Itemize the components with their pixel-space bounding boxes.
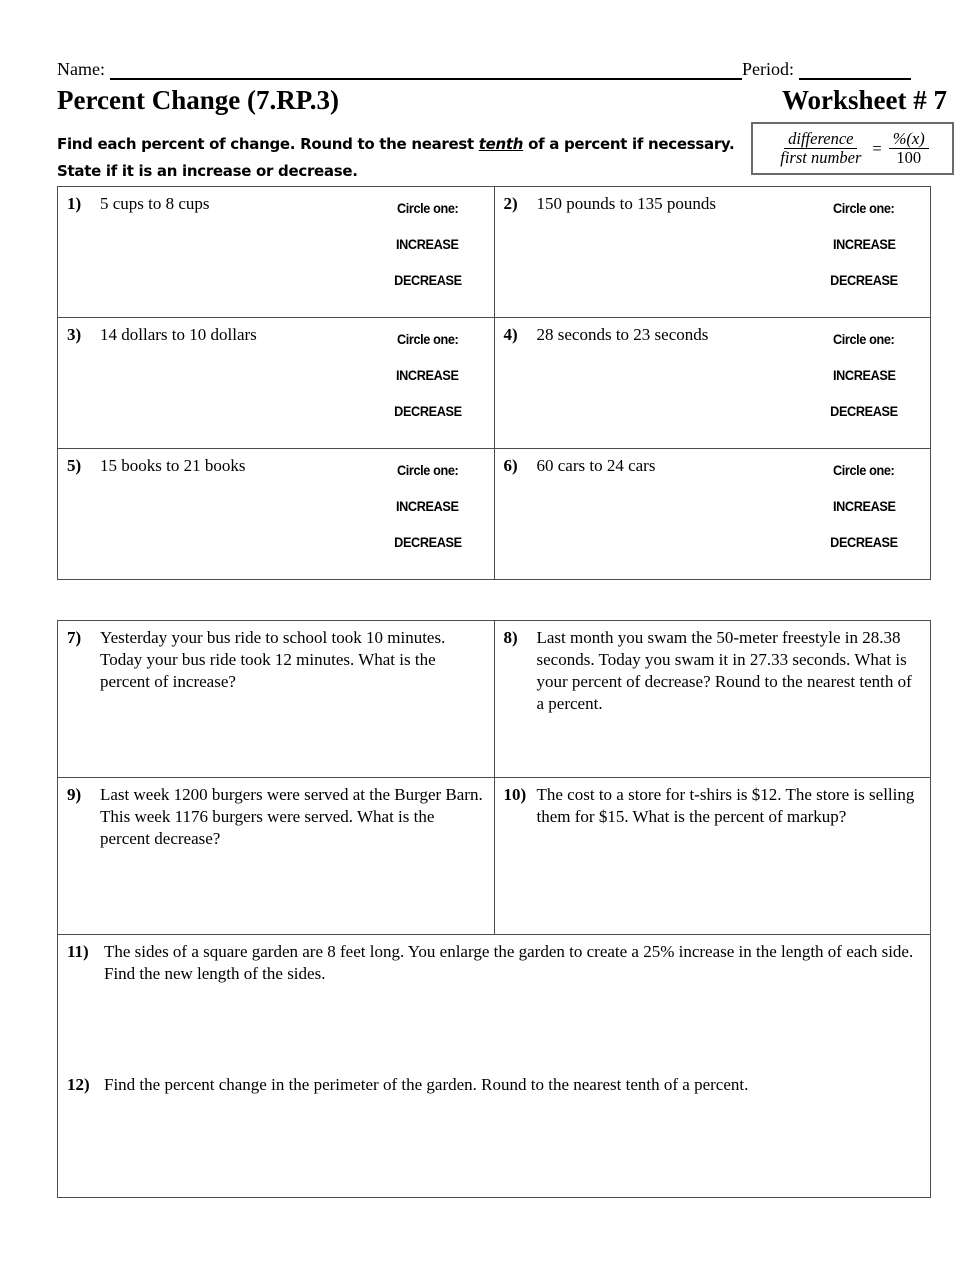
problem-number: 10) (503, 785, 527, 804)
problem-number: 8) (503, 628, 518, 647)
name-blank-line[interactable] (110, 58, 742, 80)
formula-numerator: difference (784, 130, 857, 149)
circle-one-label: Circle one: (396, 201, 459, 216)
instructions-line2: State if it is an increase or decrease. (57, 162, 358, 180)
problem-text: 5 cups to 8 cups (100, 194, 210, 213)
decrease-option[interactable]: DECREASE (830, 273, 898, 288)
decrease-option[interactable]: DECREASE (393, 273, 462, 288)
problem-cell-11-12 (58, 935, 931, 1198)
period-label: Period: (742, 59, 794, 79)
formula-right-denominator: 100 (896, 148, 922, 167)
equals-sign: = (872, 138, 882, 158)
problem-cell-5 (58, 449, 495, 580)
increase-option[interactable]: INCREASE (396, 368, 459, 383)
circle-one-block (828, 201, 900, 288)
problem-text: 15 books to 21 books (100, 456, 246, 475)
problem-cell-10 (494, 778, 931, 935)
problem-cell-1 (58, 187, 495, 318)
formula-right-numerator: %(x) (889, 130, 929, 149)
problem-number: 3) (67, 325, 82, 344)
circle-one-label: Circle one: (833, 332, 895, 347)
problem-text: Yesterday your bus ride to school took 10 minutes. Today your bus ride took 12 minutes. What is the percent of increase? (100, 628, 446, 691)
problem-text: The cost to a store for t-shirs is $12. The store is selling them for $15. What is the percent of markup? (536, 785, 915, 826)
circle-one-block (828, 332, 900, 419)
problem-text: 14 dollars to 10 dollars (100, 325, 257, 344)
problem-cell-3 (58, 318, 495, 449)
problem-text: Last week 1200 burgers were served at the Burger Barn. This week 1176 burgers were served. What is the percent decrease? (100, 785, 483, 848)
problem-text: 150 pounds to 135 pounds (536, 194, 716, 213)
decrease-option[interactable]: DECREASE (830, 535, 898, 550)
word-problems-table (57, 620, 931, 1198)
increase-option[interactable]: INCREASE (396, 499, 459, 514)
formula-denominator: first number (780, 148, 862, 167)
problem-text: Last month you swam the 50-meter freestyle in 28.38 seconds. Today you swam it in 27.33 seconds. What is your percent of decrease? Round to the nearest tenth of a percent. (536, 628, 912, 713)
period-blank-line[interactable] (799, 58, 911, 80)
problem-number: 6) (503, 456, 518, 475)
problem-text: 28 seconds to 23 seconds (536, 325, 709, 344)
problem-cell-7 (58, 621, 495, 778)
circle-one-label: Circle one: (833, 463, 895, 478)
instructions-emphasis: tenth (478, 135, 524, 153)
short-problems-table (57, 186, 931, 580)
problem-text: Find the percent change in the perimeter of the garden. Round to the nearest tenth of a percent. (104, 1075, 749, 1094)
problem-number: 5) (67, 456, 82, 475)
formula-box (751, 122, 954, 175)
problem-text: The sides of a square garden are 8 feet long. You enlarge the garden to create a 25% increase in the length of each side. Find the new length of the sides. (104, 942, 914, 983)
instructions-prefix: Find each percent of change. Round to the nearest (57, 135, 479, 153)
circle-one-block (392, 332, 464, 419)
name-label: Name: (57, 59, 105, 79)
problem-number: 12) (67, 1075, 90, 1094)
increase-option[interactable]: INCREASE (396, 237, 459, 252)
instructions-suffix: of a percent if necessary. (523, 135, 735, 153)
formula-left-fraction (776, 130, 865, 168)
problem-cell-6 (494, 449, 931, 580)
title-row (57, 84, 947, 116)
problem-cell-4 (494, 318, 931, 449)
decrease-option[interactable]: DECREASE (830, 404, 898, 419)
circle-one-label: Circle one: (396, 463, 459, 478)
problem-number: 11) (67, 942, 89, 961)
instructions (57, 131, 742, 185)
instructions-line1 (57, 131, 742, 158)
increase-option[interactable]: INCREASE (832, 368, 896, 383)
circle-one-block (828, 463, 900, 550)
problem-number: 1) (67, 194, 82, 213)
problem-number: 4) (503, 325, 518, 344)
decrease-option[interactable]: DECREASE (393, 535, 462, 550)
circle-one-block (392, 463, 464, 550)
problem-cell-8 (494, 621, 931, 778)
increase-option[interactable]: INCREASE (832, 499, 896, 514)
worksheet-number: Worksheet # 7 (782, 85, 947, 115)
problem-number: 9) (67, 785, 82, 804)
name-period-row (57, 58, 911, 80)
page-title: Percent Change (7.RP.3) (57, 85, 339, 115)
circle-one-block (392, 201, 464, 288)
problem-text: 60 cars to 24 cars (536, 456, 656, 475)
circle-one-label: Circle one: (833, 201, 895, 216)
problem-cell-9 (58, 778, 495, 935)
problem-cell-2 (494, 187, 931, 318)
circle-one-label: Circle one: (396, 332, 459, 347)
increase-option[interactable]: INCREASE (832, 237, 896, 252)
problem-number: 2) (503, 194, 518, 213)
decrease-option[interactable]: DECREASE (393, 404, 462, 419)
formula-right-fraction (889, 130, 929, 168)
problem-number: 7) (67, 628, 82, 647)
